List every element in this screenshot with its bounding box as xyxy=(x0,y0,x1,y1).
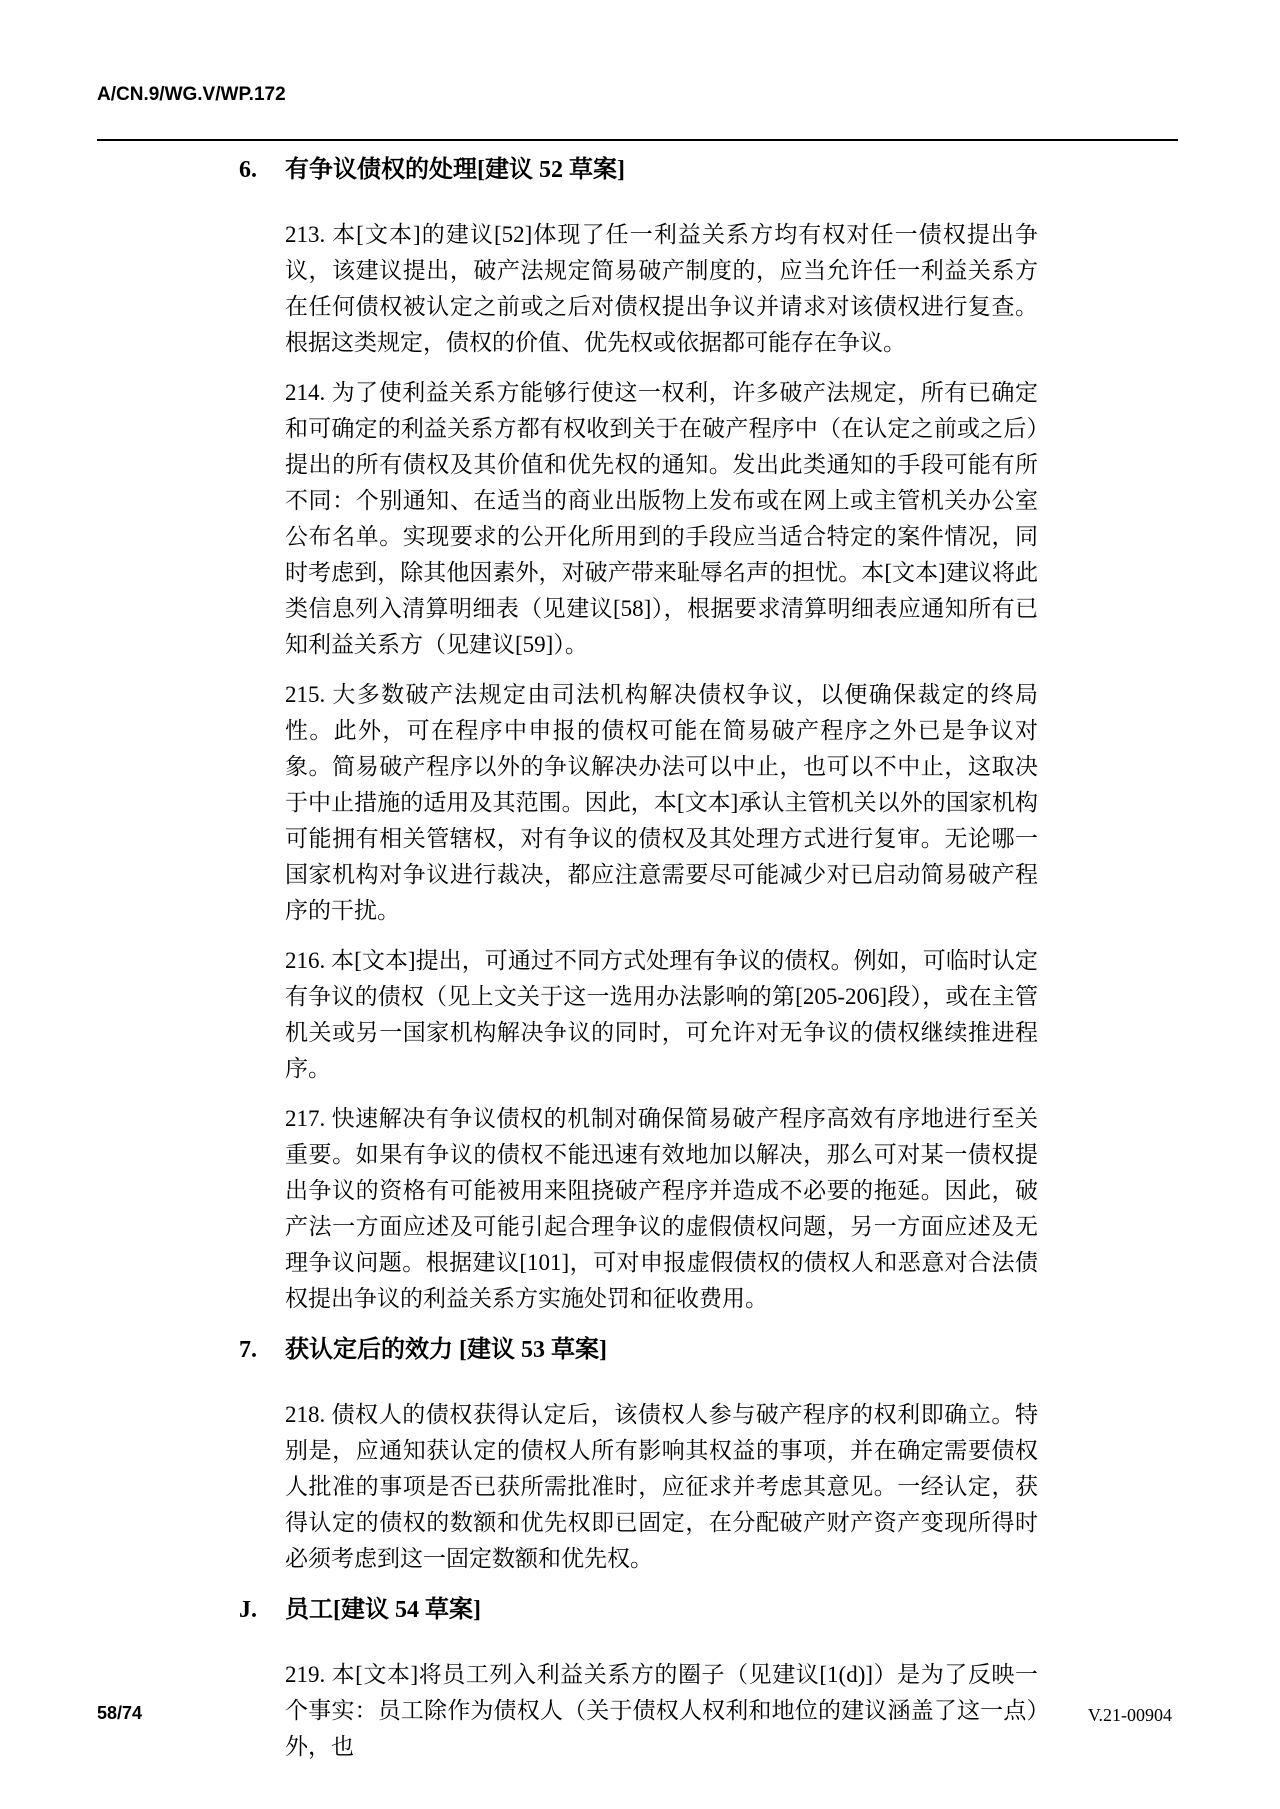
section-title: 员工[建议 54 草案] xyxy=(285,1597,481,1623)
section-number: J. xyxy=(239,1597,257,1623)
paragraph-215: 215. 大多数破产法规定由司法机构解决债权争议，以便确保裁定的终局性。此外，可在程序中申报的债权可能在简易破产程序之外已是争议对象。简易破产程序以外的争议解决办法可以中止，也可以不中止，这取决于中止措施的适用及其范围。因此，本[文本]承认主管机关以外的国家机构可能拥有相关管辖权，对有争议的债权及其处理方式进行复审。无论哪一国家机构对争议进行裁决，都应注意需要尽可能减少对已启动简易破产程序的干扰。 xyxy=(285,682,1038,923)
paragraph-216: 216. 本[文本]提出，可通过不同方式处理有争议的债权。例如，可临时认定有争议的债权（见上文关于这一选用办法影响的第[205-206]段），或在主管机关或另一国家机构解决争议的同时，可允许对无争议的债权继续推进程序。 xyxy=(285,948,1038,1081)
section-heading-7 xyxy=(239,1331,1039,1369)
section-heading-6 xyxy=(239,151,1039,189)
paragraph-214: 214. 为了使利益关系方能够行使这一权利，许多破产法规定，所有已确定和可确定的利益关系方都有权收到关于在破产程序中（在认定之前或之后）提出的所有债权及其价值和优先权的通知。发出此类通知的手段可能有所不同：个别通知、在适当的商业出版物上发布或在网上或主管机关办公室公布名单。实现要求的公开化所用到的手段应当适合特定的案件情况，同时考虑到，除其他因素外，对破产带来耻辱名声的担忧。本[文本]建议将此类信息列入清算明细表（见建议[58]），根据要求清算明细表应通知所有已知利益关系方（见建议[59]）。 xyxy=(285,380,1038,657)
paragraph-217: 217. 快速解决有争议债权的机制对确保简易破产程序高效有序地进行至关重要。如果有争议的债权不能迅速有效地加以解决，那么可对某一债权提出争议的资格有可能被用来阻挠破产程序并造成不必要的拖延。因此，破产法一方面应述及可能引起合理争议的虚假债权问题，另一方面应述及无理争议问题。根据建议[101]，可对申报虚假债权的债权人和恶意对合法债权提出争议的利益关系方实施处罚和征收费用。 xyxy=(285,1106,1038,1311)
section-number: 7. xyxy=(239,1337,257,1363)
footer-doc-id: V.21-00904 xyxy=(1087,1705,1172,1725)
document-symbol: A/CN.9/WG.V/WP.172 xyxy=(97,84,286,105)
section-heading-j xyxy=(239,1591,1039,1629)
footer-page-number: 58/74 xyxy=(97,1703,143,1723)
header-rule xyxy=(97,139,1178,141)
paragraph-218: 218. 债权人的债权获得认定后，该债权人参与破产程序的权利即确立。特别是，应通知获认定的债权人所有影响其权益的事项，并在确定需要债权人批准的事项是否已获所需批准时，应征求并考虑其意见。一经认定，获得认定的债权的数额和优先权即已固定，在分配破产财产资产变现所得时必须考虑到这一固定数额和优先权。 xyxy=(285,1402,1038,1571)
document-body xyxy=(239,147,1039,1779)
section-title: 有争议债权的处理[建议 52 草案] xyxy=(285,157,625,183)
paragraph-213: 213. 本[文本]的建议[52]体现了任一利益关系方均有权对任一债权提出争议，该建议提出，破产法规定简易破产制度的，应当允许任一利益关系方在任何债权被认定之前或之后对债权提出争议并请求对该债权进行复查。根据这类规定，债权的价值、优先权或依据都可能存在争议。 xyxy=(285,222,1038,355)
section-number: 6. xyxy=(239,157,257,183)
section-title: 获认定后的效力 [建议 53 草案] xyxy=(285,1337,607,1363)
paragraph-219: 219. 本[文本]将员工列入利益关系方的圈子（见建议[1(d)]）是为了反映一个事实：员工除作为债权人（关于债权人权利和地位的建议涵盖了这一点）外，也 xyxy=(285,1662,1038,1759)
